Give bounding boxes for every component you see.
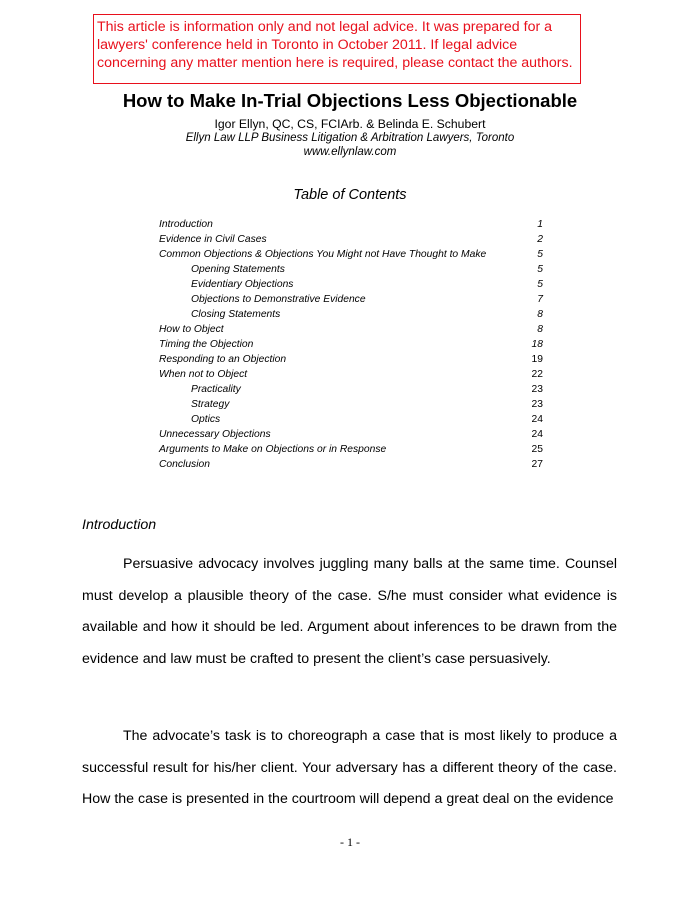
toc-entry [159,217,543,232]
toc-entry-page: 25 [531,444,543,455]
toc-entry [159,247,543,262]
toc-entry-label: Evidentiary Objections [191,279,294,290]
disclaimer-text: This article is information only and not legal advice. It was prepared for a lawyers' conference held in Toronto in October 2011. If legal advice concerning any matter mention here is required, please contact the authors. [97,19,573,71]
document-title: How to Make In-Trial Objections Less Objectionable [122,90,578,111]
toc-entry-label: Unnecessary Objections [159,429,271,440]
toc-entry-page: 8 [537,324,543,335]
toc-entry-label: Strategy [191,399,230,410]
toc-entry [159,262,543,277]
toc-entry-page: 5 [537,279,543,290]
toc-entry-label: When not to Object [159,369,248,380]
toc-entry-page: 27 [531,459,543,470]
toc-entry-page: 2 [537,234,543,245]
toc-entry-label: Responding to an Objection [159,354,287,365]
toc-entry-label: Arguments to Make on Objections or in Response [159,444,387,455]
body-paragraph: The advocate’s task is to choreograph a case that is most likely to produce a successful result for his/her client. Your adversary has a different theory of the case. How the case is presented in the courtroom will depend a great deal on the evidence [82,728,617,807]
toc-entry-page: 1 [537,219,543,230]
toc-entry-label: Timing the Objection [159,339,254,350]
table-of-contents [159,217,543,472]
toc-entry-page: 22 [531,369,543,380]
toc-entry [159,427,543,442]
toc-entry [159,367,543,382]
document-authors: Igor Ellyn, QC, CS, FCIArb. & Belinda E. Schubert [214,117,486,131]
toc-entry-label: Evidence in Civil Cases [159,234,267,245]
toc-entry [159,382,543,397]
toc-entry-page: 23 [531,399,543,410]
toc-entry-label: Closing Statements [191,309,281,320]
toc-entry [159,337,543,352]
toc-entry [159,277,543,292]
toc-entry-page: 5 [537,249,543,260]
toc-entry-page: 18 [531,339,543,350]
toc-entry-page: 19 [531,354,543,365]
toc-heading: Table of Contents [293,187,407,203]
toc-entry-page: 5 [537,264,543,275]
toc-entry [159,292,543,307]
section-heading-introduction: Introduction [82,517,157,533]
toc-entry-label: Common Objections & Objections You Might not Have Thought to Make [159,249,487,260]
toc-entry-label: Conclusion [159,459,210,470]
toc-entry-page: 23 [531,384,543,395]
toc-entry [159,322,543,337]
toc-entry [159,307,543,322]
toc-entry [159,457,543,472]
toc-entry-label: Objections to Demonstrative Evidence [191,294,366,305]
page-number: - 1 - [340,835,360,849]
toc-entry [159,397,543,412]
toc-entry-label: How to Object [159,324,224,335]
toc-entry-page: 8 [537,309,543,320]
toc-entry-label: Practicality [191,384,241,395]
toc-entry-label: Opening Statements [191,264,285,275]
firm-website: www.ellynlaw.com [303,146,397,158]
toc-entry-label: Introduction [159,219,213,230]
legal-disclaimer-box [93,14,581,84]
toc-entry-label: Optics [191,414,221,425]
toc-entry-page: 24 [531,429,543,440]
body-paragraph: Persuasive advocacy involves juggling many balls at the same time. Counsel must develop a plausible theory of the case. S/he must consider what evidence is available and how it should be led. Argument about inferences to be drawn from the evidence and law must be crafted to present the client’s case persuasively. [82,556,617,667]
firm-name: Ellyn Law LLP Business Litigation & Arbitration Lawyers, Toronto [185,132,515,144]
toc-entry [159,232,543,247]
toc-entry-page: 24 [531,414,543,425]
toc-entry [159,412,543,427]
toc-entry [159,442,543,457]
toc-entry-page: 7 [537,294,543,305]
toc-entry [159,352,543,367]
